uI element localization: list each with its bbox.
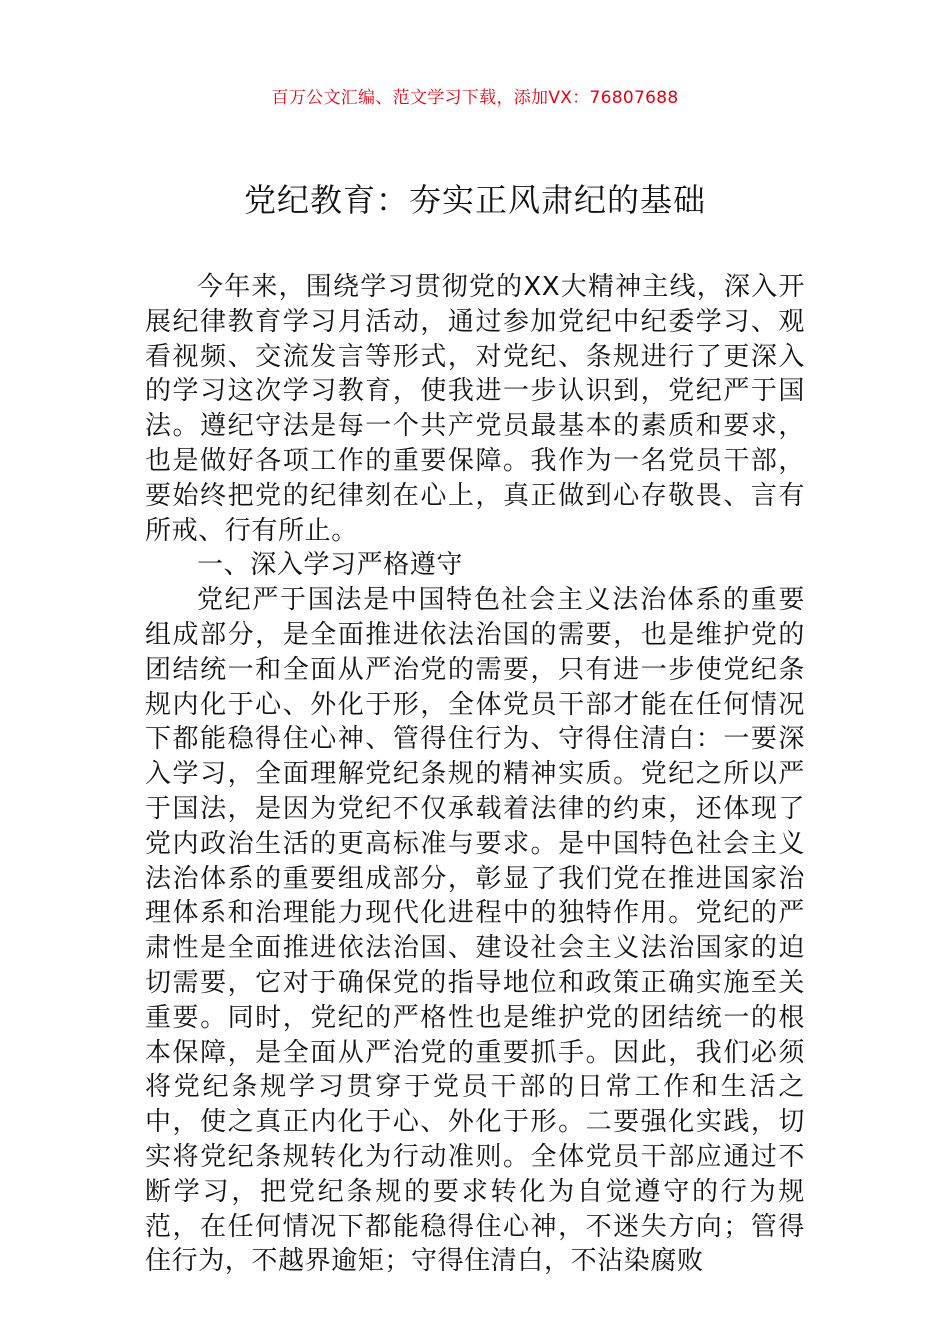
header-banner: 百万公文汇编、范文学习下载，添加VX：76807688: [271, 88, 679, 108]
document-body: [145, 270, 805, 1279]
section-heading: 一、深入学习严格遵守: [197, 550, 464, 581]
intro-paragraph: 今年来，围绕学习贯彻党的XX大精神主线，深入开展纪律教育学习月活动，通过参加党纪中纪委学习、观看视频、交流发言等形式，对党纪、条规进行了更深入的学习这次学习教育，使我进一步认识到，党纪严于国法。遵纪守法是每一个共产党员最基本的素质和要求，也是做好各项工作的重要保障。我作为一名党员干部，要始终把党的纪律刻在心上，真正做到心存敬畏、言有所戒、行有所止。: [145, 272, 805, 546]
section-paragraph: 党纪严于国法是中国特色社会主义法治体系的重要组成部分，是全面推进依法治国的需要，也是维护党的团结统一和全面从严治党的需要，只有进一步使党纪条规内化于心、外化于形，全体党员干部才能在任何情况下都能稳得住心神、管得住行为、守得住清白：一要深入学习，全面理解党纪条规的精神实质。党纪之所以严于国法，是因为党纪不仅承载着法律的约束，还体现了党内政治生活的更高标准与要求。是中国特色社会主义法治体系的重要组成部分，彰显了我们党在推进国家治理体系和治理能力现代化进程中的独特作用。党纪的严肃性是全面推进依法治国、建设社会主义法治国家的迫切需要，它对于确保党的指导地位和政策正确实施至关重要。同时，党纪的严格性也是维护党的团结统一的根本保障，是全面从严治党的重要抓手。因此，我们必须将党纪条规学习贯穿于党员干部的日常工作和生活之中，使之真正内化于心、外化于形。二要强化实践，切实将党纪条规转化为行动准则。全体党员干部应通过不断学习，把党纪条规的要求转化为自觉遵守的行为规范，在任何情况下都能稳得住心神，不迷失方向；管得住行为，不越界逾矩；守得住清白，不沾染腐败: [145, 585, 805, 1277]
document-title: 党纪教育：夯实正风肃纪的基础: [243, 181, 706, 219]
